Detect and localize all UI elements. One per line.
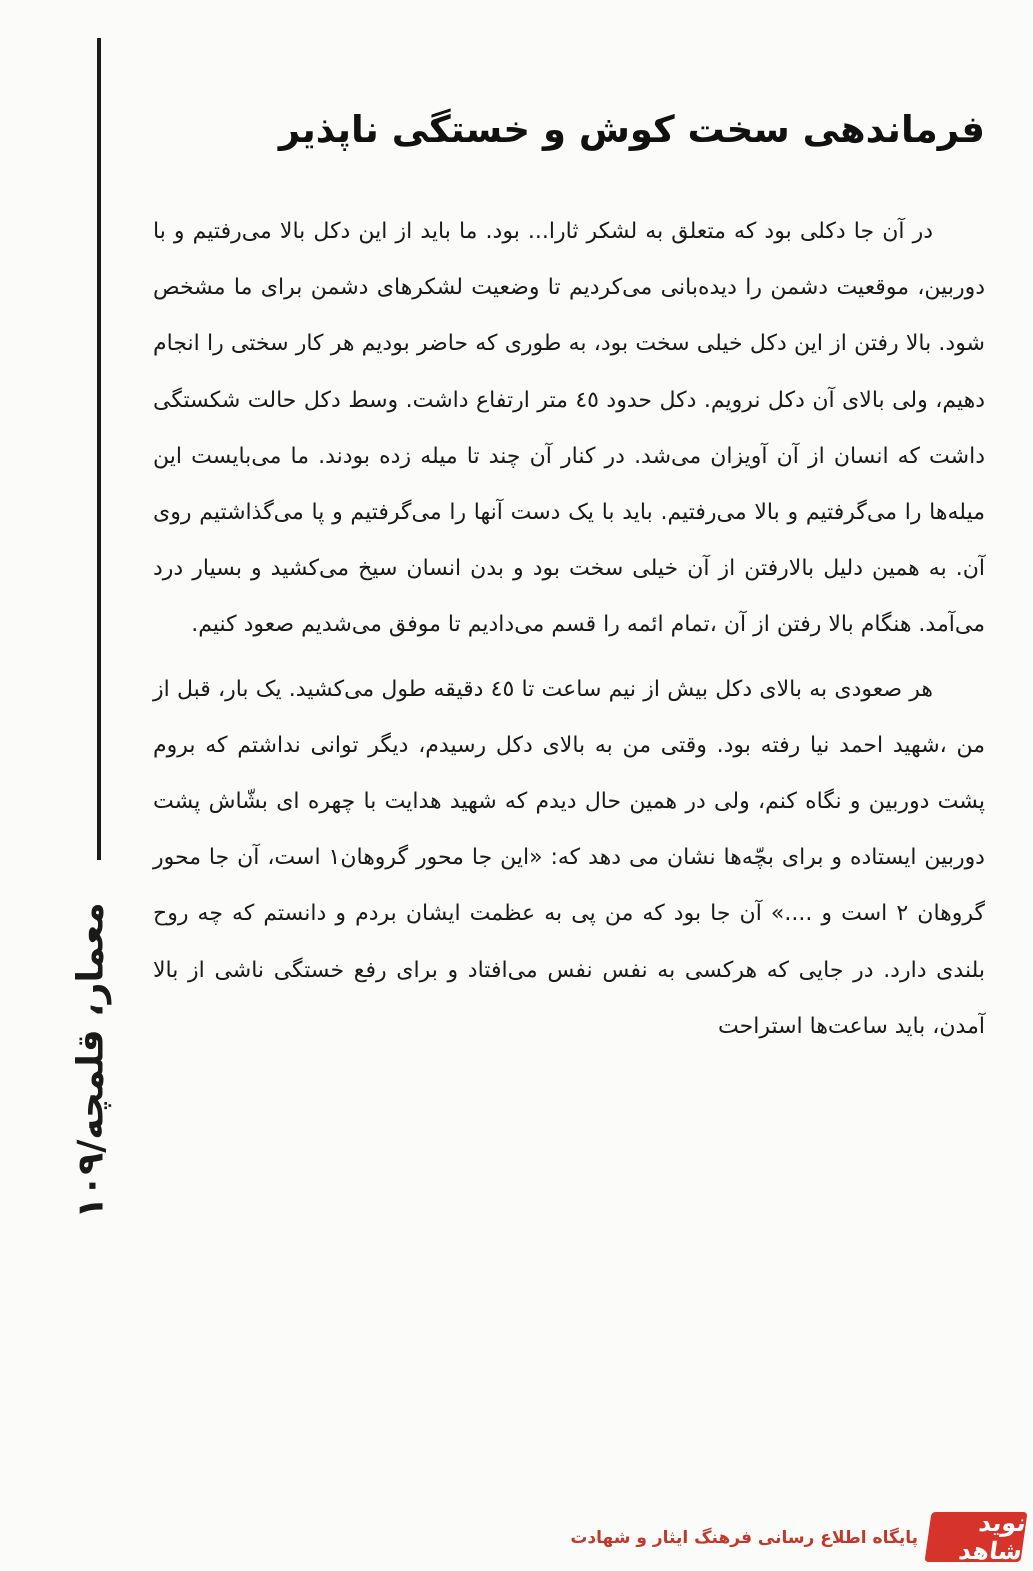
body-text (153, 204, 985, 1055)
watermark-logo-text: نوید شاهد (956, 1509, 1028, 1565)
running-footer (56, 900, 126, 1220)
page-number-label: معمار، قلمچه/۱۰۹ (70, 901, 112, 1219)
watermark-caption: پایگاه اطلاع رسانی فرهنگ ایثار و شهادت (570, 1528, 918, 1548)
paragraph: هر صعودی به بالای دکل بیش از نیم ساعت تا ٤٥ دقیقه طول می‌کشید. یک بار، قبل از من ،شهید احمد نیا رفته بود. وقتی من به بالای دکل رسیدم، دیگر توانی نداشتم که بروم پشت دوربین و نگاه کنم، ولی در همین حال دیدم که شهید هدایت با چهره ای بشّاش پشت دوربین ایستاده و برای بچّه‌ها نشان می دهد که: «این جا محور گروهان١ است، آن جا محور گروهان ٢ است و ....» آن جا بود که من پی به عظمت ایشان بردم و دانستم که چه روح بلندی دارد. در جایی که هرکسی به نفس نفس می‌افتاد و برای رفع خستگی ناشی از بالا آمدن، باید ساعت‌ها استراحت (153, 676, 985, 1039)
chapter-title: فرماندهی سخت کوش و خستگی ناپذیر (278, 108, 985, 151)
margin-rule (97, 38, 101, 860)
paragraph: در آن جا دکلی بود که متعلق به لشکر ثارا... بود. ما باید از این دکل بالا می‌رفتیم و با دوربین، موقعیت دشمن را دیده‌بانی می‌کردیم تا وضعیت لشکرهای دشمن برای ما مشخص شود. بالا رفتن از این دکل خیلی سخت بود، به طوری که حاضر بودیم هر کار سختی را انجام دهیم، ولی بالای آن دکل نرویم. دکل حدود ٤٥ متر ارتفاع داشت. وسط دکل حالت شکستگی داشت که انسان از آن آویزان می‌شد. در کنار آن چند تا میله زده بودند. ما می‌بایست این میله‌ها را می‌گرفتیم و بالا می‌رفتیم. باید با یک دست آنها را می‌گرفتیم و پا می‌گذاشتیم روی آن. به همین دلیل بالارفتن از آن خیلی سخت بود و بدن انسان سیخ می‌کشید و بسیار درد می‌آمد. هنگام بالا رفتن از آن ،تمام ائمه را قسم می‌دادیم تا موفق می‌شدیم صعود کنیم. (153, 219, 985, 638)
watermark (570, 1509, 1030, 1568)
watermark-logo-icon (924, 1509, 1028, 1565)
